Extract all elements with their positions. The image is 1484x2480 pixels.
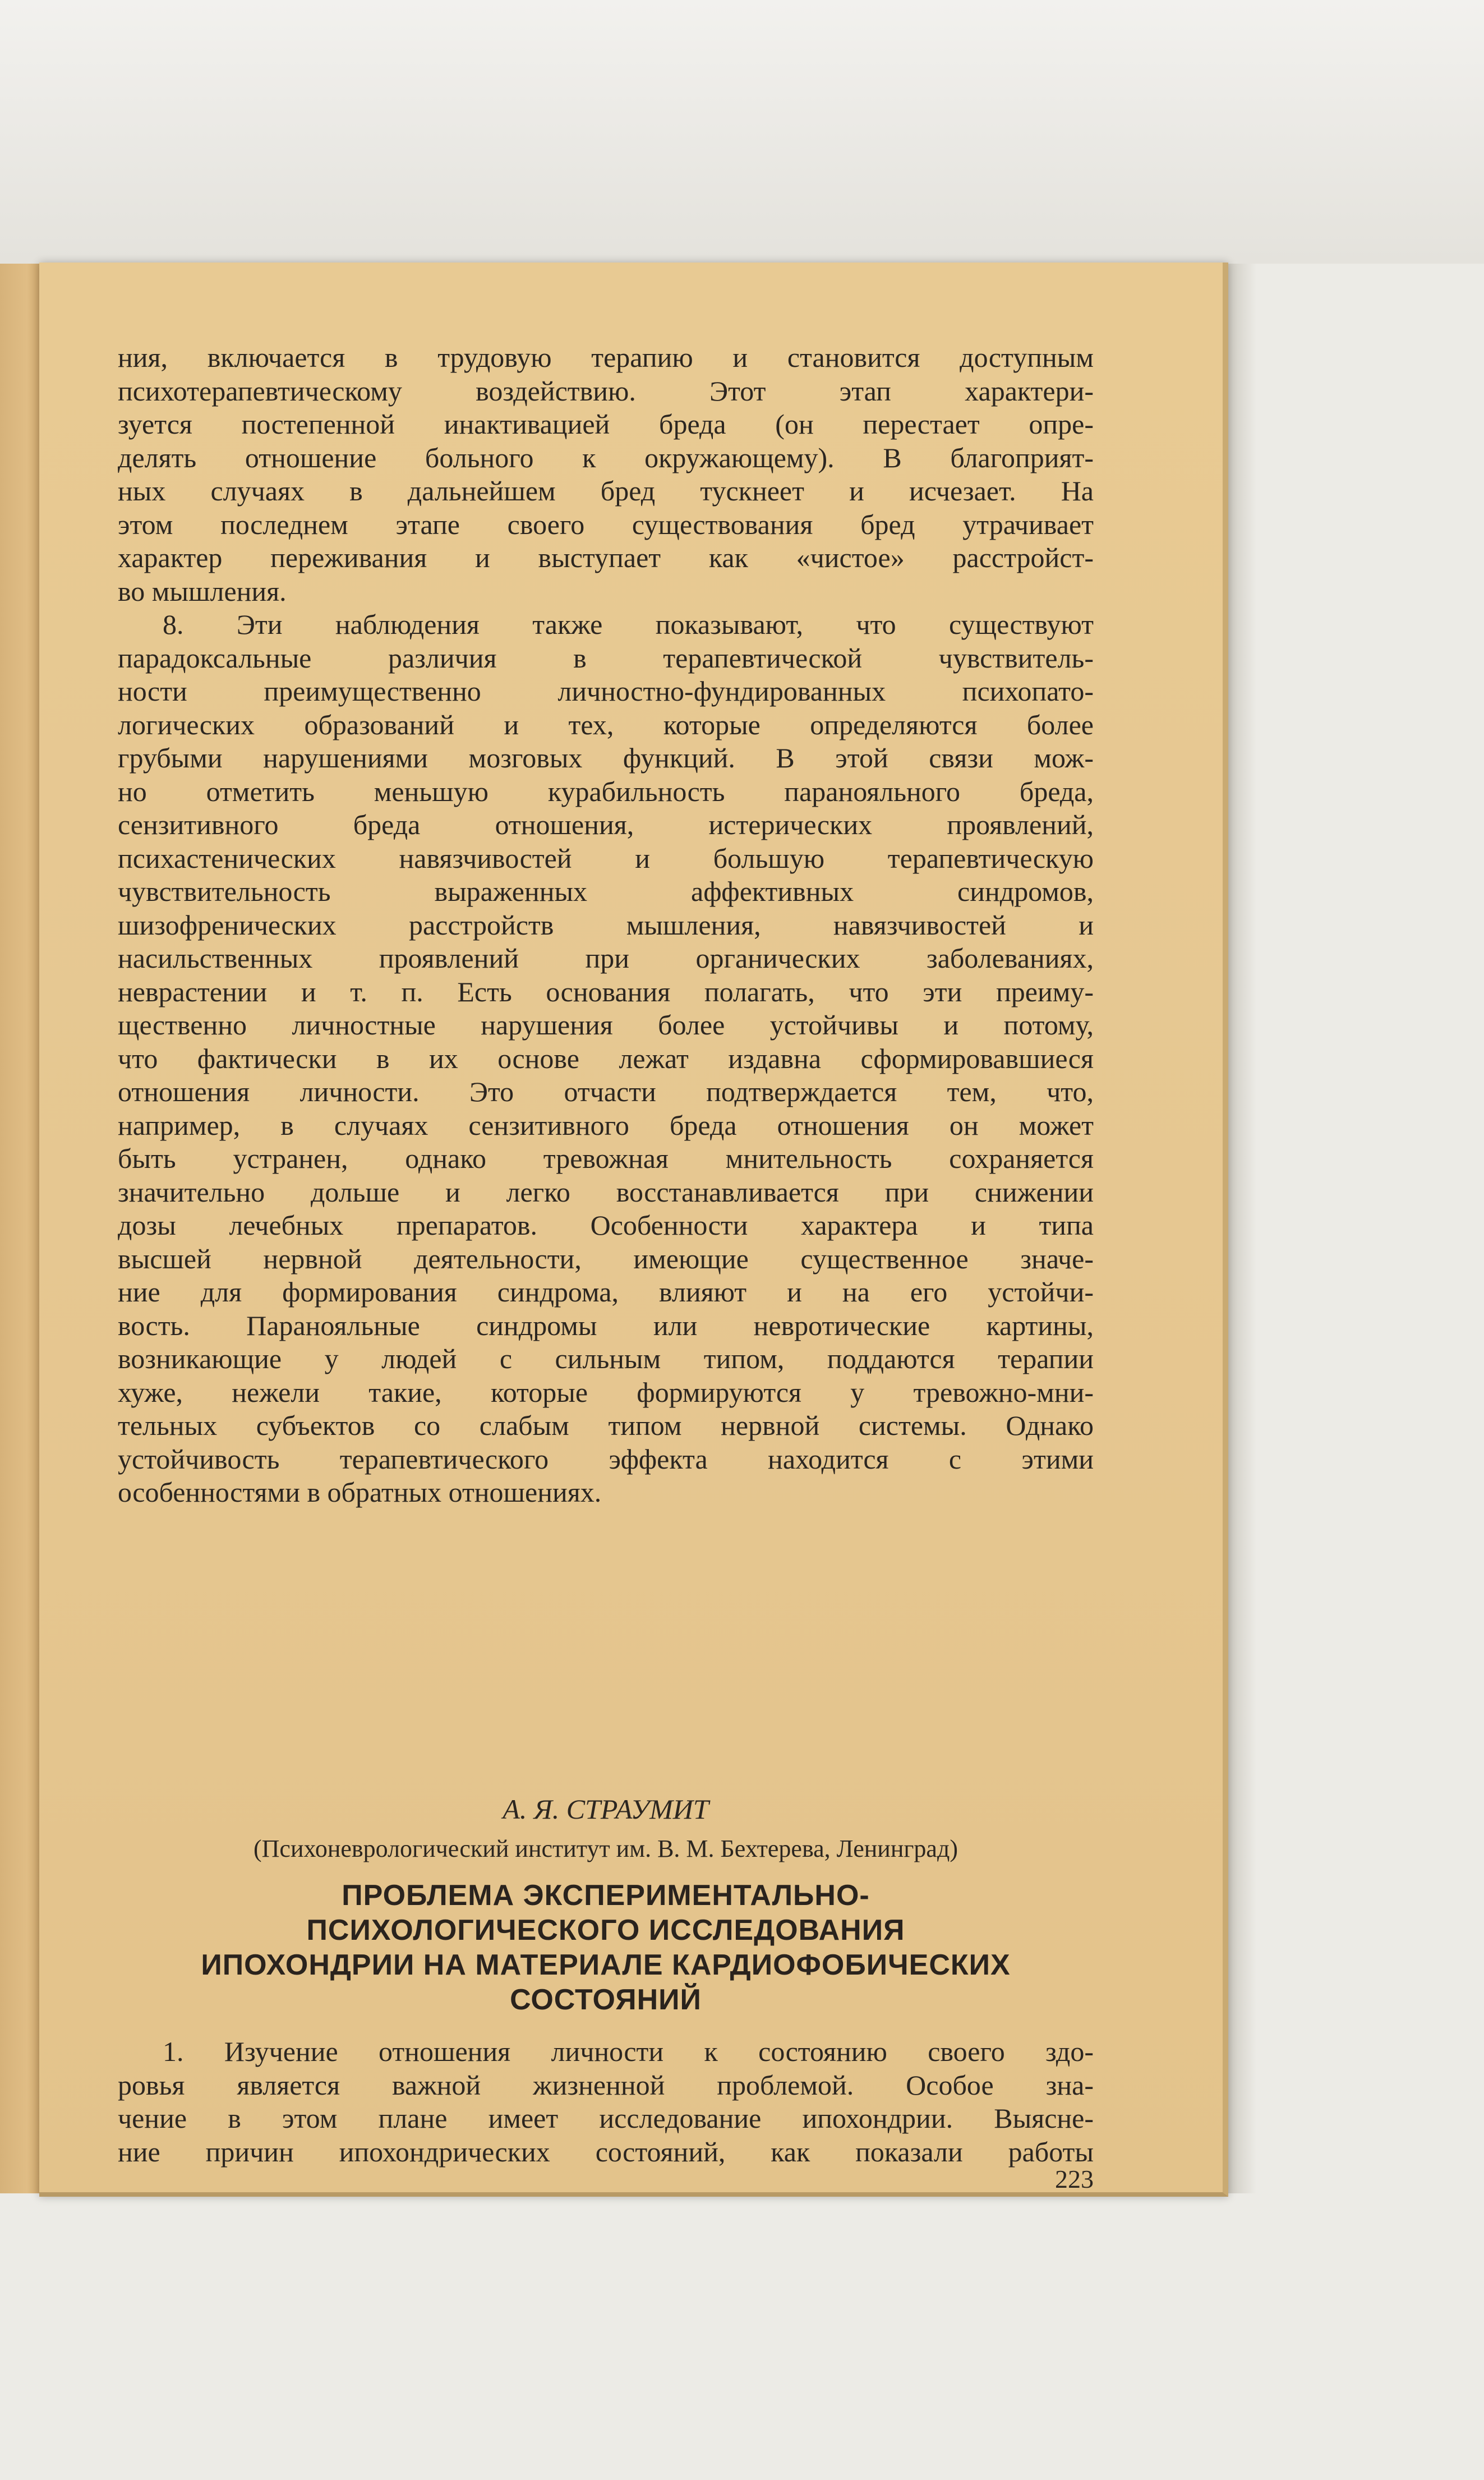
text-line: психастенических навязчивостей и большую терапевтическую bbox=[118, 842, 1094, 874]
body-text bbox=[118, 341, 1094, 1510]
text-line: ния, включается в трудовую терапию и становится доступным bbox=[118, 342, 1094, 373]
text-line: устойчивость терапевтического эффекта находится с этими bbox=[118, 1443, 1094, 1475]
text-line: ние причин ипохондрических состояний, как показали работы bbox=[118, 2136, 1094, 2168]
text-line: 1. Изучение отношения личности к состоянию своего здо- bbox=[163, 2036, 1094, 2067]
text-line: психотерапевтическому воздействию. Этот этап характери- bbox=[118, 375, 1094, 407]
text-line: ных случаях в дальнейшем бред тускнеет и исчезает. На bbox=[118, 475, 1094, 507]
text-line: отношения личности. Это отчасти подтверждается тем, что, bbox=[118, 1076, 1094, 1107]
text-line: возникающие у людей с сильным типом, поддаются терапии bbox=[118, 1343, 1094, 1374]
paragraph-2 bbox=[118, 608, 1094, 1510]
text-line: чение в этом плане имеет исследование ипохондрии. Выясне- bbox=[118, 2102, 1094, 2134]
adjacent-page-edge bbox=[0, 264, 45, 2193]
text-line: ние для формирования синдрома, влияют и на его устойчи- bbox=[118, 1276, 1094, 1308]
text-line: делять отношение больного к окружающему). В благоприят- bbox=[118, 441, 1094, 473]
book-page bbox=[39, 263, 1228, 2197]
page-number: 223 bbox=[1055, 2165, 1094, 2193]
text-line: ности преимущественно личностно-фундированных психопато- bbox=[118, 675, 1094, 707]
title-line: СОСТОЯНИЙ bbox=[510, 1984, 702, 2016]
article-title bbox=[118, 1878, 1094, 2017]
text-line: особенностями в обратных отношениях. bbox=[118, 1476, 602, 1508]
text-line: быть устранен, однако тревожная мнительность сохраняется bbox=[118, 1143, 1094, 1174]
text-line: хуже, нежели такие, которые формируются у тревожно-мни- bbox=[118, 1376, 1094, 1408]
text-line: что фактически в их основе лежат издавна сформировавшиеся bbox=[118, 1042, 1094, 1074]
text-line: логических образований и тех, которые определяются более bbox=[118, 708, 1094, 740]
text-line: тельных субъектов со слабым типом нервной системы. Однако bbox=[118, 1410, 1094, 1441]
text-line: неврастении и т. п. Есть основания полагать, что эти преиму- bbox=[118, 976, 1094, 1007]
text-line: дозы лечебных препаратов. Особенности характера и типа bbox=[118, 1209, 1094, 1241]
text-line: значительно дольше и легко восстанавливается при снижении bbox=[118, 1176, 1094, 1208]
text-line: например, в случаях сензитивного бреда отношения он может bbox=[118, 1109, 1094, 1141]
text-line: вость. Паранояльные синдромы или невротические картины, bbox=[118, 1309, 1094, 1341]
title-line: ИПОХОНДРИИ НА МАТЕРИАЛЕ КАРДИОФОБИЧЕСКИХ bbox=[201, 1949, 1011, 1981]
text-line: высшей нервной деятельности, имеющие существенное значе- bbox=[118, 1243, 1094, 1274]
text-line: щественно личностные нарушения более устойчивы и потому, bbox=[118, 1009, 1094, 1041]
text-line: этом последнем этапе своего существования бред утрачивает bbox=[118, 508, 1094, 540]
intro-paragraph bbox=[118, 2035, 1094, 2169]
text-line: ровья является важной жизненной проблемой. Особое зна- bbox=[118, 2069, 1094, 2101]
author-affiliation: (Психоневрологический институт им. В. М. Бехтерева, Ленинград) bbox=[254, 1835, 958, 1862]
text-line: грубыми нарушениями мозговых функций. В этой связи мож- bbox=[118, 742, 1094, 774]
text-line: во мышления. bbox=[118, 575, 287, 607]
text-line: характер переживания и выступает как «чистое» расстройст- bbox=[118, 542, 1094, 573]
article-author: А. Я. СТРАУМИТ bbox=[503, 1793, 709, 1825]
background-top bbox=[0, 0, 1484, 264]
title-line: ПРОБЛЕМА ЭКСПЕРИМЕНТАЛЬНО- bbox=[342, 1879, 870, 1912]
text-line: насильственных проявлений при органических заболеваниях, bbox=[118, 942, 1094, 974]
text-line: зуется постепенной инактивацией бреда (он перестает опре- bbox=[118, 408, 1094, 440]
title-line: ПСИХОЛОГИЧЕСКОГО ИССЛЕДОВАНИЯ bbox=[306, 1914, 905, 1947]
text-line: шизофренических расстройств мышления, навязчивостей и bbox=[118, 909, 1094, 941]
text-line: 8. Эти наблюдения также показывают, что существуют bbox=[163, 609, 1094, 640]
text-line: парадоксальные различия в терапевтической чувствитель- bbox=[118, 642, 1094, 674]
text-line: чувствительность выраженных аффективных синдромов, bbox=[118, 876, 1094, 907]
text-line: но отметить меньшую курабильность паранояльного бреда, bbox=[118, 775, 1094, 807]
text-line: сензитивного бреда отношения, истерических проявлений, bbox=[118, 809, 1094, 840]
paragraph-1 bbox=[118, 341, 1094, 608]
